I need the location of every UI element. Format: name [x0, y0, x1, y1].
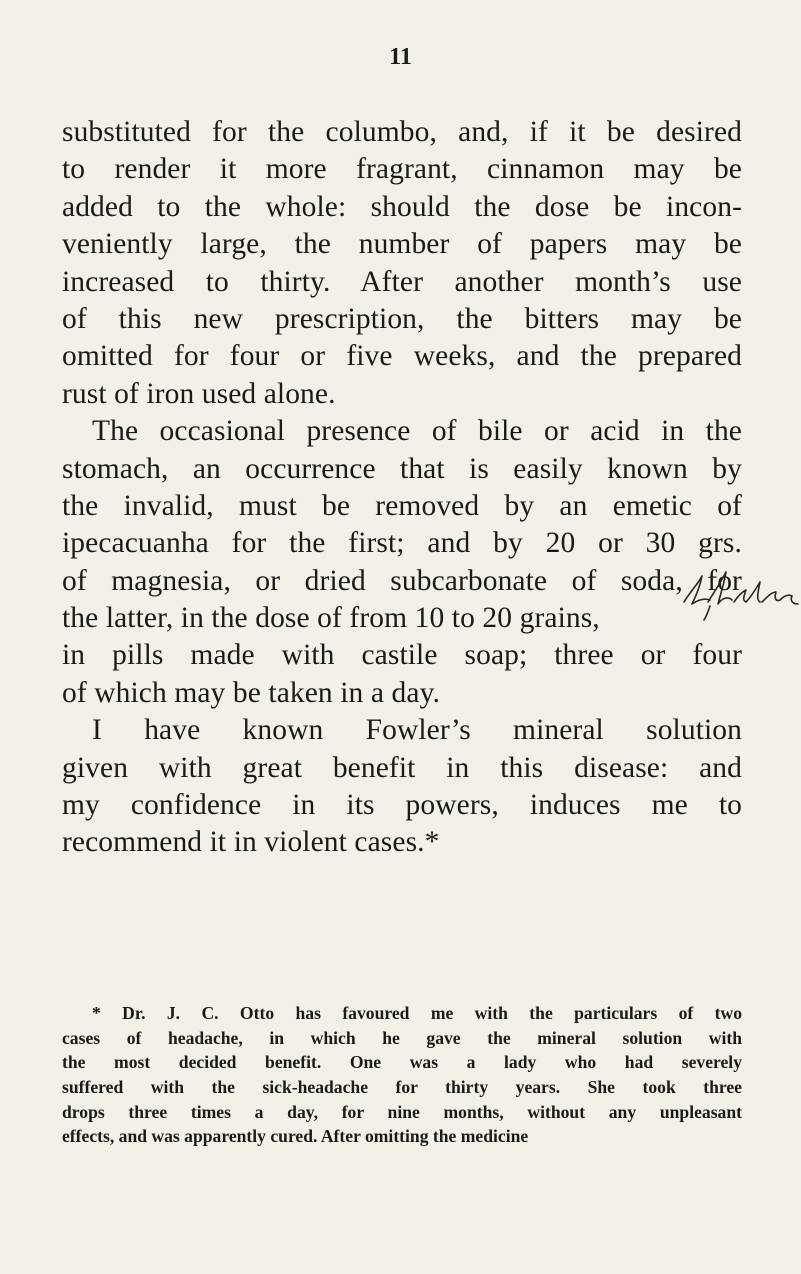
footnote-line: * Dr. J. C. Otto has favoured me with the particulars of two [92, 1003, 742, 1023]
text-line: the invalid, must be removed by an emetic of [62, 489, 742, 522]
text-line: ipecacuanha for the first; and by 20 or 30 grs. [62, 527, 742, 560]
footnote-line: suffered with the sick-headache for thirty years. She took three [62, 1077, 742, 1098]
text-line: veniently large, the number of papers may be [62, 228, 742, 261]
text-line: to render it more fragrant, cinnamon may be [62, 153, 742, 186]
text-line: substituted for the columbo, and, if it be desired [62, 116, 742, 148]
text-line: increased to thirty. After another month’s use [62, 265, 742, 298]
footnote [62, 1001, 742, 1149]
text-line: omitted for four or five weeks, and the prepared [62, 340, 742, 373]
text-line: of this new prescription, the bitters may be [62, 302, 742, 335]
page-number: 11 [389, 44, 412, 70]
footnote-line: effects, and was apparently cured. After omitting the medicine [62, 1126, 529, 1147]
text-line: I have known Fowler’s mineral solution [92, 714, 742, 747]
text-line: rust of iron used alone. [62, 377, 336, 410]
footnote-line: the most decided benefit. One was a lady who had severely [62, 1052, 742, 1073]
text-line: recommend it in violent cases.* [62, 826, 440, 859]
footnote-line: drops three times a day, for nine months, without any unpleasant [62, 1101, 742, 1122]
text-line: The occasional presence of bile or acid in the [92, 415, 742, 448]
handwritten-annotation [680, 562, 801, 622]
text-line: of magnesia, or dried subcarbonate of soda, for [62, 564, 742, 597]
text-line: my confidence in its powers, induces me to [62, 789, 742, 822]
text-line: stomach, an occurrence that is easily known by [62, 452, 742, 485]
text-line: the latter, in the dose of from 10 to 20 grains, [62, 602, 600, 635]
text-line: added to the whole: should the dose be incon- [62, 190, 742, 223]
text-line: of which may be taken in a day. [62, 676, 441, 709]
footnote-line: cases of headache, in which he gave the mineral solution with [62, 1027, 742, 1048]
text-line: in pills made with castile soap; three or four [62, 639, 742, 672]
body-text [62, 114, 742, 862]
text-line: given with great benefit in this disease: and [62, 751, 742, 784]
